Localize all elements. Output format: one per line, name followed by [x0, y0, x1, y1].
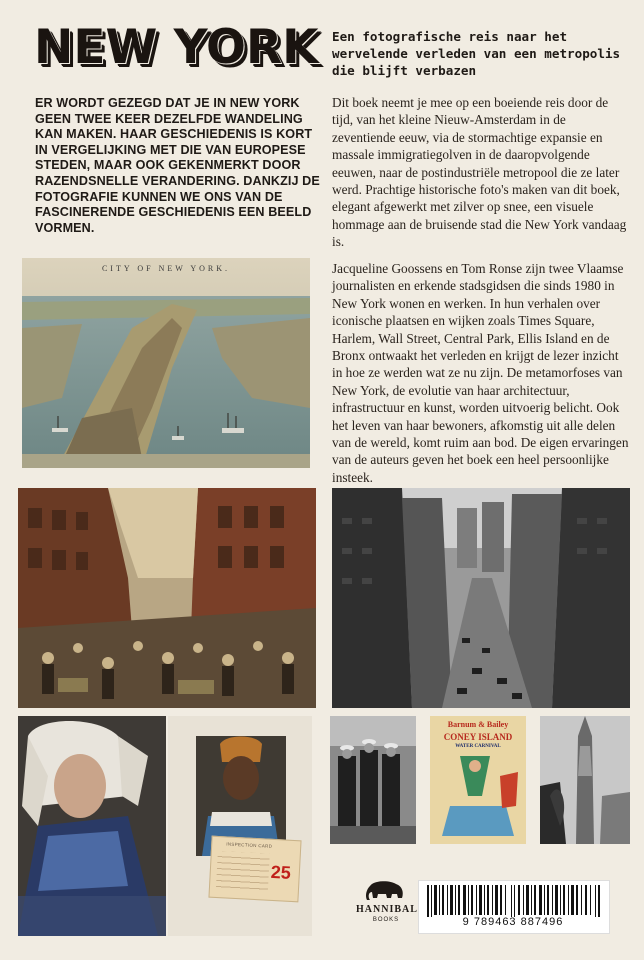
inspection-number: 25 [270, 861, 292, 883]
poster-line-2: CONEY ISLAND [443, 732, 513, 742]
street-market-photo [18, 488, 316, 708]
description-paragraph-2: Jacqueline Goossens en Tom Ronse zijn twee Vlaamse journalisten en erkende stadsgidsen die sinds 1980 in New York wonen en werken. In hun verhalen over iconische plaatsen en wijken zoals Times Square, Harlem, Wall Street, Central Park, Ellis Island en de Bronx ontwaakt het verleden en krijgt de lezer inzicht in hoe ze werden wat ze nu zijn. De metamorfoses van New York, de evolutie van haar architectuur, infrastructuur en kunst, worden uitvoerig belicht. Ook het leven van haar bewoners, afkomstig uit alle delen van de wereld, komt ruim aan bod. De eigen ervaringen van de auteurs geven het boek een heel persoonlijke insteek. [332, 261, 629, 485]
poster-line-3: WATER CARNIVAL [455, 744, 501, 749]
description-paragraph-1: Dit boek neemt je mee op een boeiende reis door de tijd, van het kleine Nieuw-Amsterdam in de zeventiende eeuw, via de stormachtige expansie en massale immigratiegolven in de daaropvolgende eeuwen, naar de postindustriële metropool die ze later werd. Prachtige historische foto's maken van dit boek, elegant afgewerkt met zilver op snee, een visuele hommage aan de bruisende stad die New York vandaag is. [332, 95, 627, 250]
poster-line-1: Barnum & Bailey [447, 720, 509, 729]
sailors-photo [330, 716, 416, 844]
book-title: NEW YORK [34, 20, 319, 75]
map-illustration [22, 258, 310, 468]
publisher-name: HANNIBAL [356, 904, 418, 915]
isbn-number: 9 789463 887496 [462, 916, 564, 928]
elephant-icon [356, 880, 416, 902]
map-caption: CITY OF NEW YORK. [101, 264, 231, 273]
dutch-woman-portrait [18, 716, 166, 936]
coney-island-poster [430, 716, 526, 844]
times-square-photo [332, 488, 630, 708]
intro-paragraph: ER WORDT GEZEGD DAT JE IN NEW YORK GEEN TWEE KEER DEZELFDE WANDELING KAN MAKEN. HAAR GESCHIEDENIS IS KORT IN VERGELIJKING MET DIE VAN EUROPESE STEDEN, MAAR OOK GEKENMERKT DOOR RAZENDSNELLE VERANDERING. DANKZIJ DE FOTOGRAFIE KUNNEN WE ONS VAN DE FASCINERENDE GESCHIEDENIS EEN BEELD VORMEN. [35, 96, 320, 235]
publisher-subline: BOOKS [372, 917, 400, 923]
intro-text [35, 96, 325, 236]
subtitle: Een fotografische reis naar het wervelende verleden van een metropolis die blijft verbazen [332, 29, 621, 78]
chrysler-building-photo [540, 716, 630, 844]
inspection-card-lines [216, 851, 270, 894]
publisher-logo [356, 880, 416, 923]
ellis-island-photo [168, 716, 312, 936]
inspection-card-label: INSPECTION CARD [226, 841, 273, 849]
inspection-card [208, 836, 301, 903]
